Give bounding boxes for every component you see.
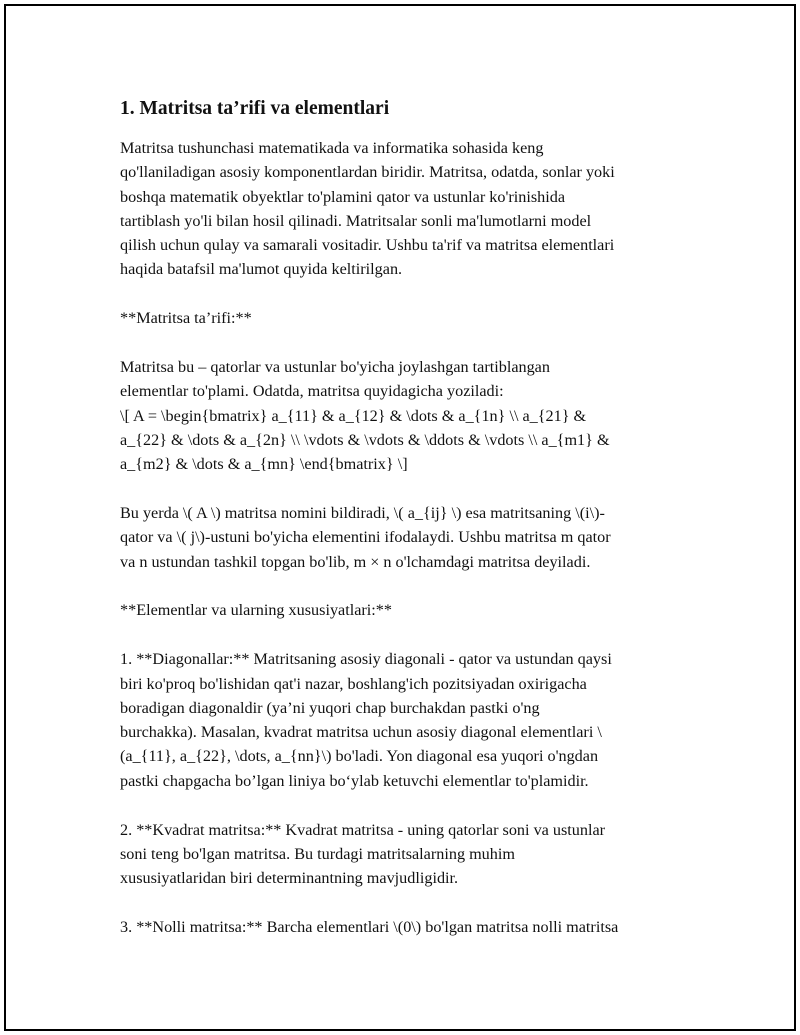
text-line: haqida batafsil ma'lumot quyida keltirilgan.	[120, 260, 403, 279]
text-line: 1. **Diagonallar:** Matritsaning asosiy diagonali - qator va ustundan qaysi	[120, 650, 612, 669]
text-line: **Matritsa ta’rifi:**	[120, 309, 252, 328]
text-line: a_{m2} & \dots & a_{mn} \end{bmatrix} \]	[120, 455, 408, 474]
text-line: biri ko'proq bo'lishidan qat'i nazar, boshlang'ich pozitsiyadan oxirigacha	[120, 674, 587, 693]
page-frame	[4, 4, 796, 1031]
text-line: va n ustundan tashkil topgan bo'lib, m × n o'lchamdagi matritsa deyiladi.	[120, 552, 591, 571]
paragraph-notation	[120, 501, 692, 574]
text-line: soni teng bo'lgan matritsa. Bu turdagi matritsalarning muhim	[120, 844, 515, 863]
text-line: qilish uchun qulay va samarali vositadir. Ushbu ta'rif va matritsa elementlari	[120, 236, 615, 255]
list-item-diagonals	[120, 647, 692, 793]
text-line: burchakka). Masalan, kvadrat matritsa uchun asosiy diagonal elementlari \	[120, 723, 602, 742]
text-line: Matritsa bu – qatorlar va ustunlar bo'yicha joylashgan tartiblangan	[120, 358, 550, 377]
page-title: 1. Matritsa ta’rifi va elementlari	[120, 98, 390, 119]
text-line: xususiyatlaridan biri determinantning mavjudligidir.	[120, 869, 459, 888]
text-line: \[ A = \begin{bmatrix} a_{11} & a_{12} & \dots & a_{1n} \\ a_{21} &	[120, 406, 587, 425]
text-line: qator va \( j\)-ustuni bo'yicha elementini ifodalaydi. Ushbu matritsa m qator	[120, 528, 611, 547]
heading-definition	[120, 306, 692, 330]
text-line: Bu yerda \( A \) matritsa nomini bildiradi, \( a_{ij} \) esa matritsaning \(i\)-	[120, 504, 605, 523]
text-line: pastki chapgacha bo’lgan liniya bo‘ylab ketuvchi elementlar to'plamidir.	[120, 771, 589, 790]
text-line: boradigan diagonaldir (ya’ni yuqori chap burchakdan pastki o'ng	[120, 698, 540, 717]
text-line: boshqa matematik obyektlar to'plamini qator va ustunlar ko'rinishida	[120, 187, 566, 206]
text-line: (a_{11}, a_{22}, \dots, a_{nn}\) bo'ladi. Yon diagonal esa yuqori o'ngdan	[120, 747, 599, 766]
heading-elements	[120, 598, 692, 622]
list-item-zero-matrix	[120, 915, 692, 939]
text-line: 3. **Nolli matritsa:** Barcha elementlari \(0\) bo'lgan matritsa nolli matritsa	[120, 917, 619, 936]
paragraph-intro	[120, 136, 692, 282]
list-item-square-matrix	[120, 818, 692, 891]
text-line: a_{22} & \dots & a_{2n} \\ \vdots & \vdots & \ddots & \vdots \\ a_{m1} &	[120, 430, 610, 449]
text-line: Matritsa tushunchasi matematikada va informatika sohasida keng	[120, 139, 544, 157]
text-line: **Elementlar va ularning xususiyatlari:**	[120, 601, 392, 620]
text-line: qo'llaniladigan asosiy komponentlardan biridir. Matritsa, odatda, sonlar yoki	[120, 163, 615, 182]
text-line: elementlar to'plami. Odatda, matritsa quyidagicha yoziladi:	[120, 382, 504, 401]
text-line: tartiblash yo'li bilan hosil qilinadi. Matritsalar sonli ma'lumotlarni model	[120, 211, 592, 230]
paragraph-definition	[120, 355, 692, 476]
document-body	[120, 96, 692, 964]
text-line: 2. **Kvadrat matritsa:** Kvadrat matritsa - uning qatorlar soni va ustunlar	[120, 820, 606, 839]
